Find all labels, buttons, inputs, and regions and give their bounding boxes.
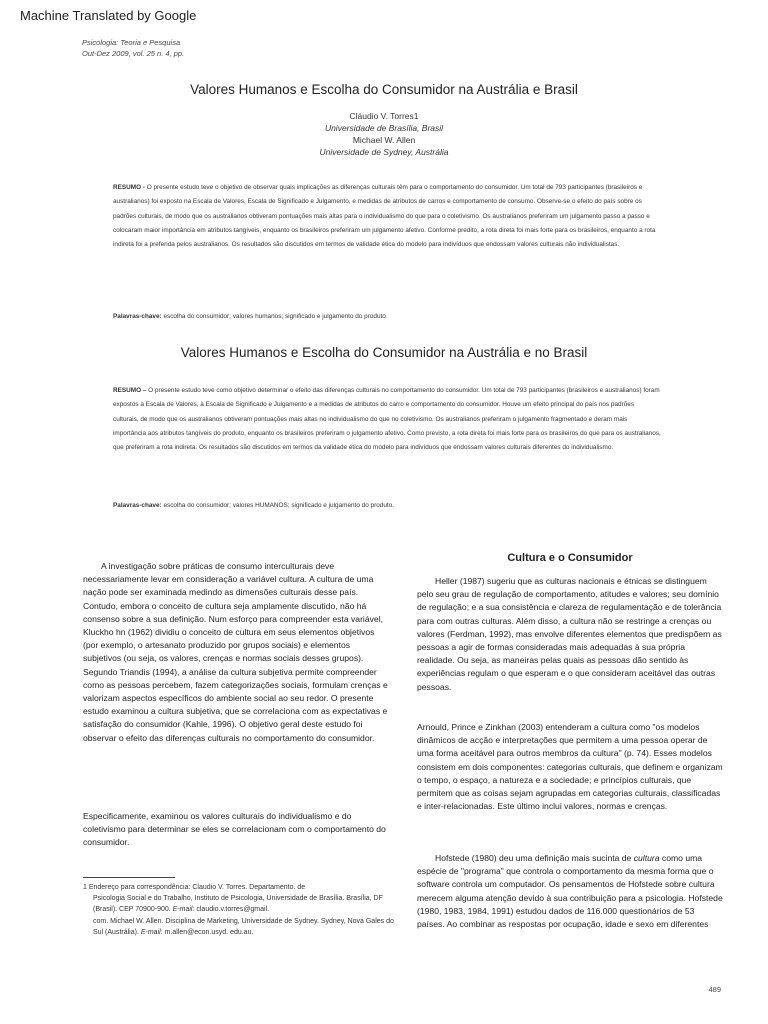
paper-title-translated: Valores Humanos e Escolha do Consumidor na Austrália e no Brasil [180,345,588,360]
emphasis-text: cultura [633,853,660,863]
journal-citation [82,37,184,59]
intro-paragraph-2: Especificamente, examinou os valores culturais do individualismo e do coletivismo para determinar se eles se correlacionam com o comportamento do consumidor. [83,811,386,848]
abstract-portuguese-2 [113,384,661,455]
abstract-portuguese-1 [113,181,661,252]
keywords-label: Palavras-chave: [113,313,162,320]
author-1: Cláudio V. Torres1 [349,111,419,121]
footnote-line: Psicologia Social e do Trabalho, Instituto de Psicologia, Universidade de Brasília. Brasília, DF (Brasil). CEP 70900-900. E-mail: claudio.v.torres@gmail. [93,895,383,914]
paper-title: Valores Humanos e Escolha do Consumidor na Austrália e Brasil [190,82,578,97]
paragraph-text: Hofstede (1980) deu uma definição mais sucinta de [435,853,634,863]
intro-paragraph-1: A investigação sobre práticas de consumo interculturais deve necessariamente levar em consideração a variável cultura. A cultura de uma nação pode ser examinada medindo as dimensões culturais desse país. Contudo, embora o conceito de cultura seja amplamente discutido, não há consenso sobre a sua definição. Num esforço para compreender esta variável, Kluckho hn (1962) dividiu o conceito de cultura em seus elementos objetivos (por exemplo, o artesanato produzido por grupos sociais) e elementos subjetivos (ou seja, os valores, crenças e normas sociais desses grupos). Segundo Triandis (1994), a análise da cultura subjetiva permite compreender como as pessoas percebem, fazem categorizações sociais, formulam crenças e valorizam aspectos específicos do ambiente social ao seu redor. O presente estudo examinou a cultura subjetiva, que se correlaciona com as expectativas e satisfação do consumidor (Kahle, 1996). O objetivo geral deste estudo foi observar o efeito das diferenças culturais no comportamento do consumidor. [83,561,388,743]
machine-translated-banner: Machine Translated by Google [20,8,197,23]
abstract-text: O presente estudo teve o objetivo de observar quais implicações as diferenças culturais têm para o comportamento do consumidor. Um total de 793 participantes (brasileiros e australianos) foi exposto na Escala de Valores, Escala de Significado e Julgamento, e medidas de atributos de carros e comportamento de consumo. Observe-se o efeito do país sobre os padrões culturais, de modo que os australianos obtiveram pontuações mais altas para o individualismo do que para o coletivismo. Os australianos preferiram um julgamento passo a passo e colocaram maior importância em atributos tangíveis, enquanto os brasileiros preferiram um julgamento afetivo. Conforme predito, a rota direta foi mais forte para os brasileiros, enquanto a rota indireta foi a preferida pelos australianos. Os resultados são discutidos em termos de validade ética do modelo para indivíduos que endossam valores culturais não individualistas. [113,184,656,249]
keywords-1 [113,313,388,320]
body-paragraph-1: Heller (1987) sugeriu que as culturas nacionais e étnicas se distinguem pelo seu grau de regulação de comportamento, atitudes e valores; seu domínio de regulação; e a sua consistência e clareza de regulamentação e de tolerância para com outras culturas. Além disso, a cultura não se restringe a crenças ou valores (Ferdman, 1992), mas envolve diferentes elementos que predispõem as pessoas a agir de formas consideradas mais adequadas à sua própria realidade. Ou seja, as maneiras pelas quais as pessoas dão sentido às experiências regulam o que esperam e o que consideram aceitável das outras pessoas. [417,576,722,692]
abstract-label: RESUMO - [113,184,145,191]
body-paragraph-3 [417,852,723,931]
footnote-line: com. Michael W. Allen. Disciplina de Marketing, Universidade de Sydney. Sydney, Nova Gales do Sul (Austrália). E-mail: m.allen@econ.usyd. edu.au. [93,917,394,936]
footnote-divider [83,877,175,878]
footnote-line: 1 Endereço para correspondência: Claudio V. Torres. Departamento. de [83,884,306,891]
journal-name: Psicologia: Teoria e Pesquisa [82,38,181,47]
footnote [83,882,398,938]
author-block [0,110,768,158]
keywords-label: Palavras-chave: [113,502,162,509]
section-heading: Cultura e o Consumidor [507,552,633,564]
body-paragraph-2: Arnould, Prince e Zinkhan (2003) entenderam a cultura como "os modelos dinâmicos de acção e interpretações que permitem a uma pessoa operar de uma forma aceitável para outros membros da cultura" (p. 74). Esses modelos consistem em dois componentes: categorias culturais, que definem e organizam o tempo, o espaço, a natureza e a sociedade; e princípios culturais, que permitem que as coisas sejam agrupadas em categorias culturais, classificadas e inter-relacionadas. Este último inclui valores, normas e crenças. [417,722,723,812]
page-number: 489 [708,985,721,994]
affiliation-1: Universidade de Brasília, Brasil [324,123,444,133]
paragraph-text: como uma espécie de "programa" que controla o comportamento da mesma forma que o software controla um computador. Os pensamentos de Hofstede sobre cultura merecem alguma atenção devido à sua contribuição para a psicologia. Hofstede (1980, 1983, 1984, 1991) estudou dados de 116.000 questionários de 53 países. Ao combinar as respostas por ocupação, idade e sexo em diferentes [417,853,723,930]
journal-issue: Out-Dez 2009, vol. 25 n. 4, pp. [82,49,185,58]
author-2: Michael W. Allen [352,135,416,145]
abstract-label: RESUMO – [113,387,147,394]
affiliation-2: Universidade de Sydney, Austrália [319,147,449,157]
keywords-2 [113,502,394,509]
abstract-text: O presente estudo teve como objetivo determinar o efeito das diferenças culturais no comportamento do consumidor. Um total de 793 participantes (brasileiros e australianos) foram expostos à Escala de Valores, à Escala de Significado e Julgamento e a medidas de atributos do carro e comportamento do consumidor. Houve um efeito principal do país nos padrões culturais, de modo que os australianos obtiveram pontuações mais altas no individualismo do que no coletivismo. Os australianos preferiram o julgamento fragmentado e deram mais importância aos atributos tangíveis do produto, enquanto os brasileiros preferiram o julgamento afetivo. Como previsto, a rota direta foi mais forte para os brasileiros do que para os australianos, que preferiram a rota indireta. Os resultados são discutidos em termos da validade ética do modelo para indivíduos que endossam valores culturais diferentes do individualismo. [113,387,661,452]
keywords-text: escolha do consumidor; valores humanos; significado e julgamento do produto. [161,313,388,320]
keywords-text: escolha do consumidor; valores HUMANOS; significado e julgamento do produto. [161,502,395,509]
